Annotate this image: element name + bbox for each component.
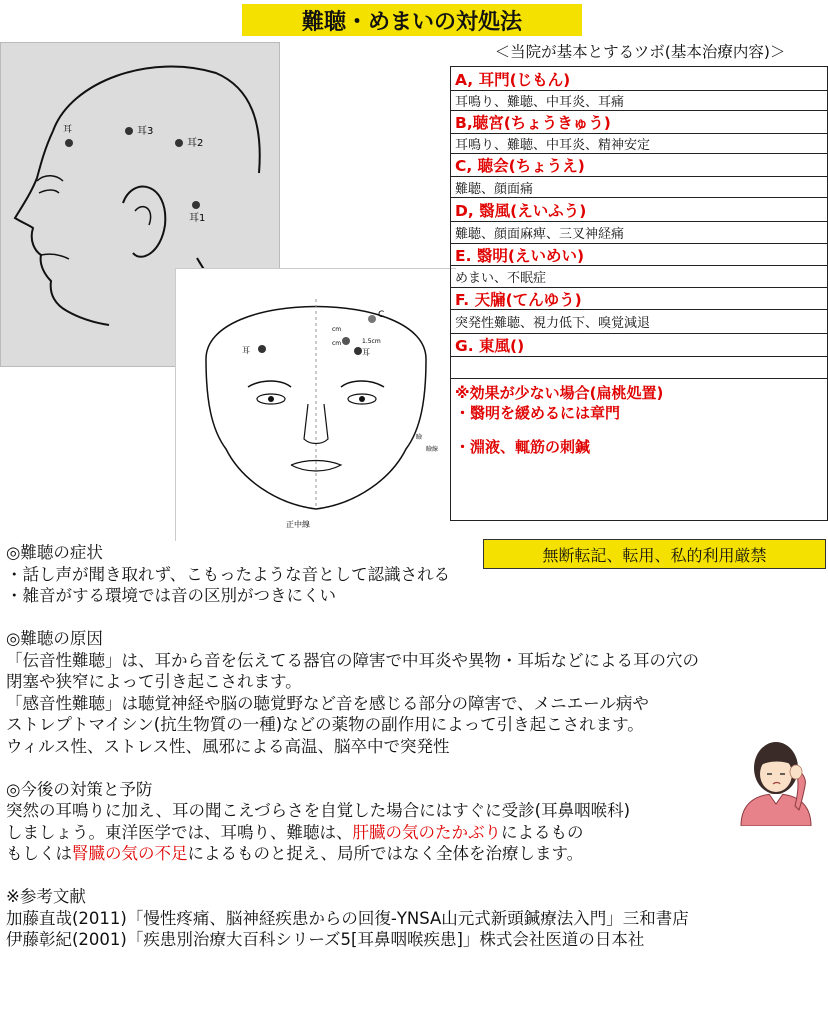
cause-line: 「感音性難聴」は聴覚神経や脳の聴覚野など音を感じる部分の障害で、メニエール病や [6, 693, 649, 713]
warning-banner: 無断転記、転用、私的利用厳禁 [483, 539, 826, 569]
note-line-3: ・淵液、輒筋の刺鍼 [455, 438, 591, 456]
note-box [451, 379, 827, 457]
acupoint-f-desc: 突発性難聴、視力低下、嗅覚減退 [451, 310, 827, 334]
reference-item: 伊藤彰紀(2001)「疾患別治療大百科シリーズ5[耳鼻咽喉疾患]」株式会社医道の日本社 [6, 930, 645, 949]
symptom-item: ・話し声が聞き取れず、こもったような音として認識される [6, 564, 451, 584]
label-ear1: 耳1 [189, 213, 206, 224]
prevention-text: もしくは [6, 844, 72, 863]
cause-line: 「伝音性難聴」は、耳から音を伝えてる器官の障害で中耳炎や異物・耳垢などによる耳の穴の [6, 650, 699, 670]
hearing-girl-illustration [733, 730, 819, 826]
acupoint-dot [125, 127, 133, 135]
front-label-cm1: cm [332, 326, 342, 333]
prevention-heading: ◎今後の対策と予防 [6, 779, 153, 799]
acupoint-subtitle: ＜当院が基本とするツボ(基本治療内容)＞ [494, 43, 786, 61]
cause-line: ウィルス性、ストレス性、風邪による高温、脳卒中で突発性 [6, 736, 450, 756]
acupoint-dot [354, 347, 362, 355]
label-ear2: 耳2 [187, 138, 204, 149]
front-label-ear: 耳 [242, 346, 250, 355]
prevention-text: によるもの [501, 822, 584, 842]
symptoms-heading: ◎難聴の症状 [6, 543, 103, 562]
acupoint-dot [342, 337, 350, 345]
prevention-highlight: 肝臓の気のたかぶり [352, 822, 501, 842]
causes-heading: ◎難聴の原因 [6, 629, 103, 648]
acupoint-g-name: G. 東風() [451, 334, 827, 357]
acupoint-c-name: C, 聴会(ちょうえ) [451, 154, 827, 177]
acupoint-dot [192, 201, 200, 209]
front-label-cm2: cm [332, 340, 342, 347]
prevention-text: によるものと捉え、局所ではなく全体を治療します。 [187, 844, 584, 863]
label-ear3: 耳3 [137, 126, 154, 137]
acupoint-d-desc: 難聴、顔面麻痺、三叉神経痛 [451, 222, 827, 244]
acupoint-c-desc: 難聴、顔面痛 [451, 177, 827, 198]
acupoint-g-desc [451, 357, 827, 379]
prevention-line [6, 843, 699, 865]
acupoint-a-name: A, 耳門(じもん) [451, 67, 827, 91]
side-label-2: 瞼線 [426, 446, 439, 453]
acupoint-dot [175, 139, 183, 147]
acupoint-e-desc: めまい、不眠症 [451, 266, 827, 288]
note-line-2: ・翳明を緩めるには章門 [455, 404, 621, 422]
symptom-item: ・雑音がする環境では音の区別がつきにくい [6, 586, 336, 605]
acupoint-dot [368, 315, 376, 323]
acupoint-d-name: D, 翳風(えいふう) [451, 198, 827, 222]
cause-line: 閉塞や狭窄によって引き起こされます。 [6, 672, 302, 691]
page-title: 難聴・めまいの対処法 [242, 4, 582, 36]
midline-label: 正中線 [286, 520, 310, 529]
front-label-c: C [378, 310, 385, 320]
prevention-highlight: 腎臓の気の不足 [72, 844, 188, 863]
prevention-text: しましょう。東洋医学では、耳鳴り、難聴は、 [6, 822, 353, 842]
front-head-illustration [175, 268, 456, 541]
note-line-1: ※効果が少ない場合(扁桃処置) [455, 384, 664, 402]
acupoint-a-desc: 耳鳴り、難聴、中耳炎、耳痛 [451, 91, 827, 111]
acupoint-table [450, 66, 828, 521]
prevention-line [6, 822, 699, 844]
reference-item: 加藤直哉(2011)「慢性疼痛、脳神経疾患からの回復-YNSA山元式新頭鍼療法入門」三和書店 [6, 908, 689, 928]
label-ear: 耳 [63, 125, 73, 135]
front-label-ear-right: 耳 [362, 348, 370, 357]
prevention-line: 突然の耳鳴りに加え、耳の聞こえづらさを自覚した場合にはすぐに受診(耳鼻咽喉科) [6, 801, 631, 820]
main-text [6, 542, 699, 951]
acupoint-dot [258, 345, 266, 353]
acupoint-f-name: F. 天牖(てんゆう) [451, 288, 827, 310]
cause-line: ストレプトマイシン(抗生物質の一種)などの薬物の副作用によって引き起こされます。 [6, 715, 644, 734]
side-label-1: 瞼 [416, 434, 423, 441]
acupoint-b-name: B,聴宮(ちょうきゅう) [451, 111, 827, 134]
acupoint-e-name: E. 翳明(えいめい) [451, 244, 827, 266]
front-label-distance: 1.5cm [362, 338, 381, 345]
acupoint-b-desc: 耳鳴り、難聴、中耳炎、精神安定 [451, 134, 827, 154]
acupoint-dot [65, 139, 73, 147]
references-heading: ※参考文献 [6, 887, 86, 906]
